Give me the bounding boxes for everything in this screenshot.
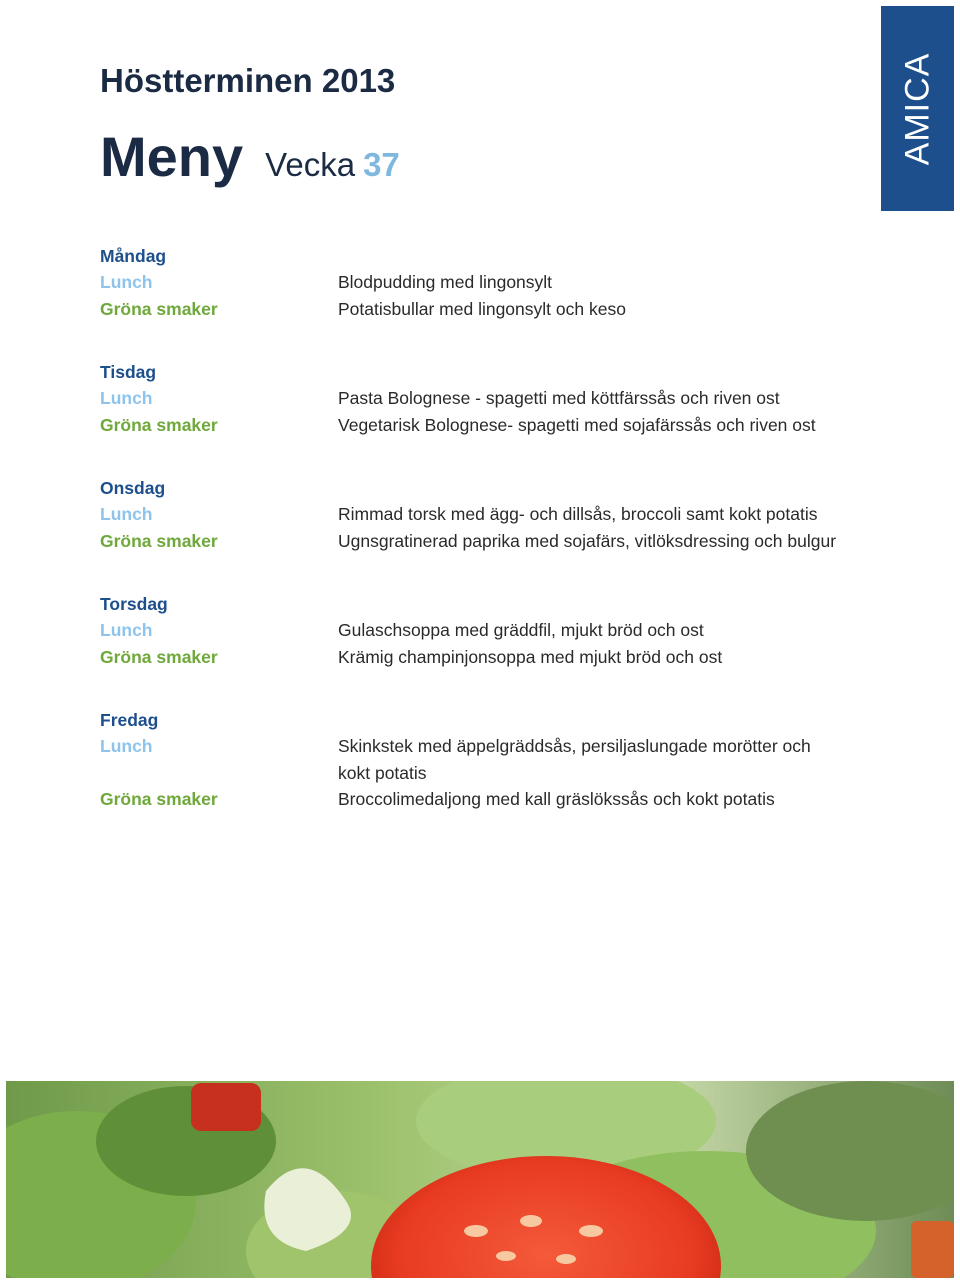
lunch-dish: Skinkstek med äppelgräddsås, persiljaslungade morötter och kokt potatis xyxy=(338,736,811,783)
green-label: Gröna smaker xyxy=(100,414,218,435)
green-dish: Krämig champinjonsoppa med mjukt bröd och ost xyxy=(338,646,723,667)
lunch-label: Lunch xyxy=(100,388,153,409)
green-row xyxy=(100,412,860,438)
day-thursday xyxy=(100,591,860,670)
lunch-row xyxy=(100,385,860,411)
lunch-label: Lunch xyxy=(100,504,153,525)
day-friday xyxy=(100,707,860,812)
week-label: Vecka xyxy=(265,146,356,183)
day-name: Torsdag xyxy=(100,594,168,614)
brand-name: AMICA xyxy=(898,52,936,165)
salad-image xyxy=(6,1081,954,1278)
menu-title xyxy=(100,124,400,189)
day-name: Fredag xyxy=(100,710,159,730)
lunch-label: Lunch xyxy=(100,272,153,293)
day-tuesday xyxy=(100,359,860,438)
lunch-label: Lunch xyxy=(100,620,153,641)
green-dish: Ugnsgratinerad paprika med sojafärs, vitlöksdressing och bulgur xyxy=(338,530,837,551)
lunch-row xyxy=(100,269,860,295)
green-label: Gröna smaker xyxy=(100,530,218,551)
lunch-dish: Gulaschsoppa med gräddfil, mjukt bröd och ost xyxy=(338,620,704,641)
green-label: Gröna smaker xyxy=(100,788,218,809)
lunch-label: Lunch xyxy=(100,736,153,757)
lunch-dish: Blodpudding med lingonsylt xyxy=(338,272,553,293)
week-number: 37 xyxy=(363,146,400,183)
green-row xyxy=(100,644,860,670)
green-label: Gröna smaker xyxy=(100,646,218,667)
green-dish: Broccolimedaljong med kall gräslökssås och kokt potatis xyxy=(338,788,775,809)
lunch-row xyxy=(100,501,860,527)
day-wednesday xyxy=(100,475,860,554)
green-dish: Potatisbullar med lingonsylt och keso xyxy=(338,298,626,319)
amica-logo xyxy=(881,6,954,211)
green-row xyxy=(100,296,860,322)
lunch-dish: Pasta Bolognese - spagetti med köttfärssås och riven ost xyxy=(338,388,780,409)
day-name: Måndag xyxy=(100,246,167,266)
term-heading: Höstterminen 2013 xyxy=(100,62,396,99)
lunch-dish: Rimmad torsk med ägg- och dillsås, broccoli samt kokt potatis xyxy=(338,504,818,525)
salad-photo xyxy=(6,1081,954,1278)
lunch-row xyxy=(100,733,860,786)
green-row xyxy=(100,786,860,812)
lunch-row xyxy=(100,617,860,643)
green-row xyxy=(100,528,860,554)
menu-title-text: Meny xyxy=(100,125,244,188)
day-name: Tisdag xyxy=(100,362,157,382)
green-label: Gröna smaker xyxy=(100,298,218,319)
day-name: Onsdag xyxy=(100,478,166,498)
day-monday xyxy=(100,243,860,322)
green-dish: Vegetarisk Bolognese- spagetti med sojafärssås och riven ost xyxy=(338,414,816,435)
